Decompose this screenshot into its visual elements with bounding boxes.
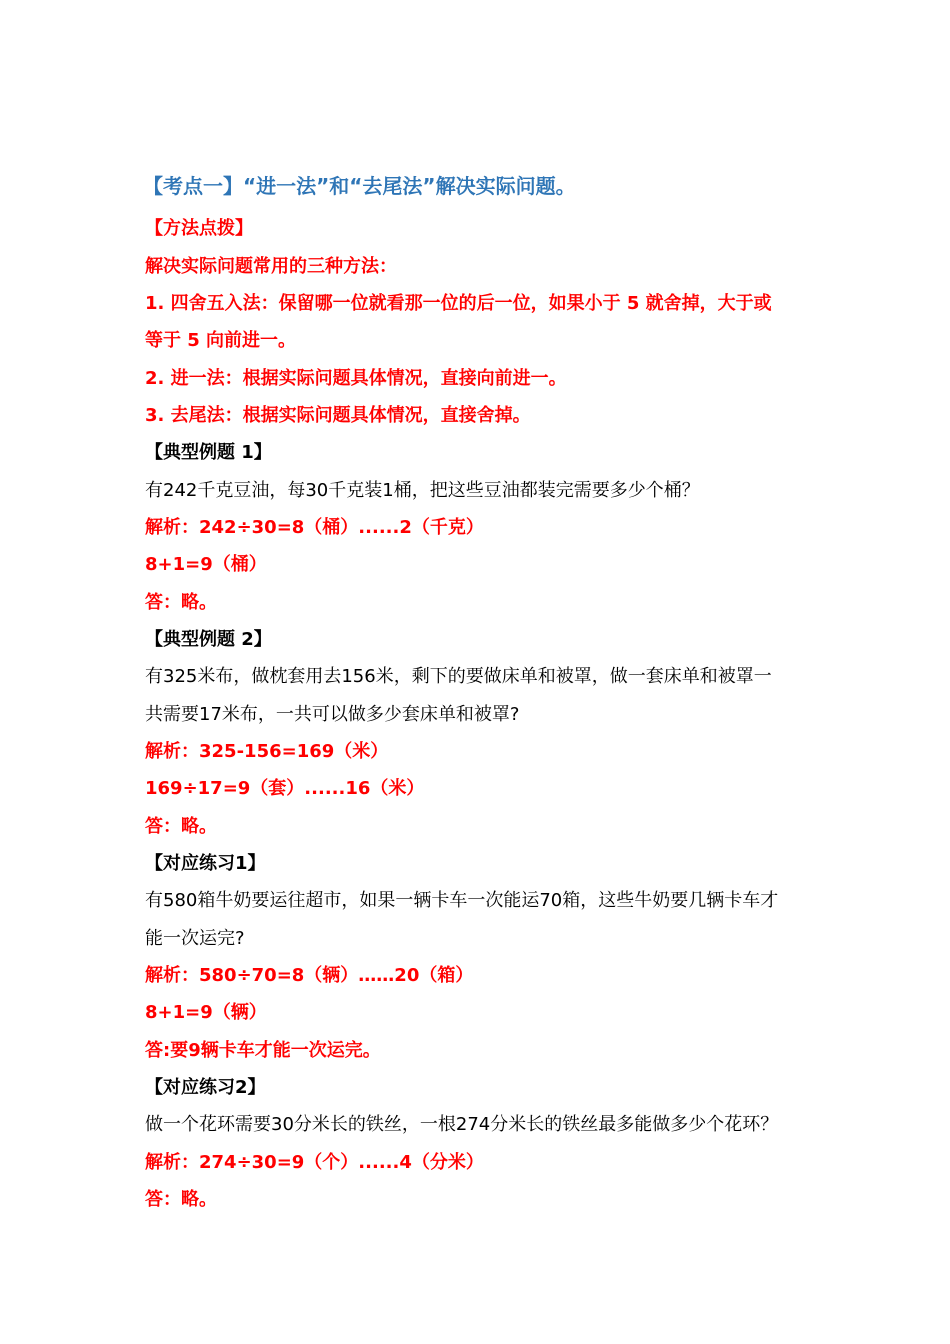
example-1-question: 有242千克豆油，每30千克装1桶，把这些豆油都装完需要多少个桶？ bbox=[145, 480, 700, 501]
example-1-answer: 答：略。 bbox=[145, 592, 217, 613]
method-item-1-line-2: 等于 5 向前进一。 bbox=[145, 330, 297, 351]
example-2-solution-1: 解析：325-156=169（米） bbox=[145, 741, 389, 762]
practice-2-heading: 【对应练习2】 bbox=[145, 1077, 266, 1098]
example-1-heading: 【典型例题 1】 bbox=[145, 442, 272, 463]
practice-1-question-line-1: 有580箱牛奶要运往超市，如果一辆卡车一次能运70箱，这些牛奶要几辆卡车才 bbox=[145, 890, 779, 911]
practice-1-answer: 答:要9辆卡车才能一次运完。 bbox=[145, 1040, 381, 1061]
example-2-heading: 【典型例题 2】 bbox=[145, 629, 272, 650]
example-2-solution-2: 169÷17=9（套）......16（米） bbox=[145, 778, 425, 799]
practice-2-answer: 答：略。 bbox=[145, 1189, 217, 1210]
practice-1-solution-2: 8+1=9（辆） bbox=[145, 1002, 267, 1023]
method-heading: 【方法点拨】 bbox=[145, 218, 253, 239]
practice-1-question-line-2: 能一次运完? bbox=[145, 928, 245, 949]
section-title: 【考点一】“进一法”和“去尾法”解决实际问题。 bbox=[143, 174, 576, 198]
practice-1-heading: 【对应练习1】 bbox=[145, 853, 266, 874]
method-item-2: 2. 进一法：根据实际问题具体情况，直接向前进一。 bbox=[145, 368, 567, 389]
method-item-1-line-1: 1. 四舍五入法：保留哪一位就看那一位的后一位，如果小于 5 就舍掉，大于或 bbox=[145, 293, 772, 314]
example-2-answer: 答：略。 bbox=[145, 816, 217, 837]
practice-2-question: 做一个花环需要30分米长的铁丝，一根274分米长的铁丝最多能做多少个花环？ bbox=[145, 1114, 779, 1135]
practice-2-solution-1: 解析：274÷30=9（个）......4（分米） bbox=[145, 1152, 484, 1173]
example-1-solution-1: 解析：242÷30=8（桶）......2（千克） bbox=[145, 517, 484, 538]
example-2-question-line-1: 有325米布，做枕套用去156米，剩下的要做床单和被罩，做一套床单和被罩一 bbox=[145, 666, 772, 687]
example-1-solution-2: 8+1=9（桶） bbox=[145, 554, 267, 575]
example-2-question-line-2: 共需要17米布，一共可以做多少套床单和被罩? bbox=[145, 704, 520, 725]
method-intro: 解决实际问题常用的三种方法： bbox=[145, 256, 397, 277]
method-item-3: 3. 去尾法：根据实际问题具体情况，直接舍掉。 bbox=[145, 405, 531, 426]
practice-1-solution-1: 解析：580÷70=8（辆）……20（箱） bbox=[145, 965, 474, 986]
